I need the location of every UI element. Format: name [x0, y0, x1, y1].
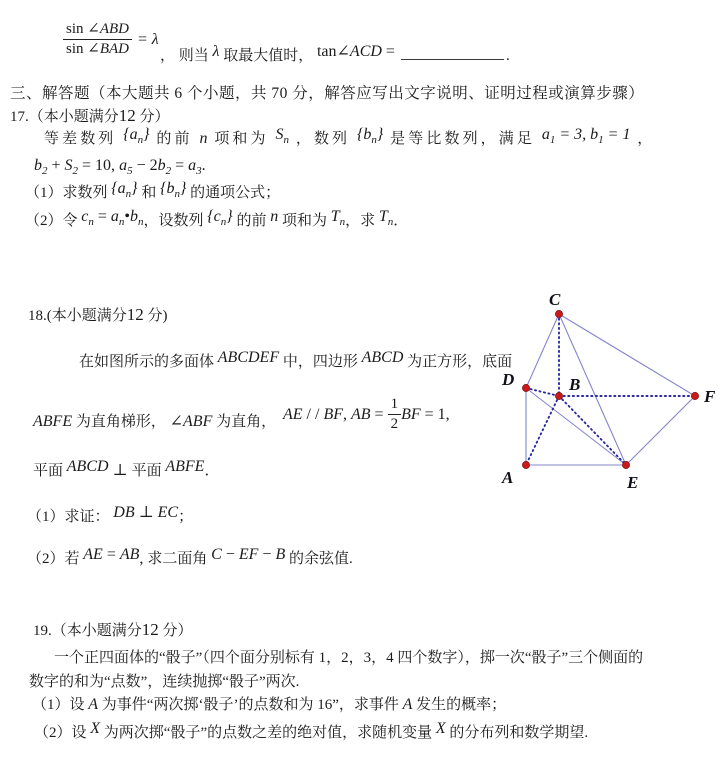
text-run: $\{a_n\}$	[123, 126, 150, 147]
text-run: $\{b_n\}$	[357, 126, 384, 147]
text-run: ∠ABF	[169, 413, 213, 430]
vertex-label-F: F	[704, 387, 716, 406]
vertex-label-C: C	[549, 290, 561, 309]
text-run: （2）令	[25, 213, 82, 229]
text-run: B	[275, 546, 286, 563]
text-run: =	[171, 157, 189, 174]
text-run: ，设数列	[143, 213, 208, 229]
q18-paragraph-line1	[79, 349, 513, 372]
text-run: $\{c_n\}$	[207, 208, 233, 229]
edge-DE	[526, 388, 626, 465]
q18-paragraph-line2	[33, 412, 276, 432]
text-run: A	[402, 696, 413, 713]
text-run: =	[381, 43, 399, 60]
text-run: $S_n$	[275, 126, 289, 147]
text-run: =	[93, 208, 111, 225]
text-run: ABFE	[33, 413, 73, 430]
text-run: 是等比数列，满足	[383, 131, 542, 147]
vertex-dot-A	[522, 461, 529, 468]
text-run: ， 则当	[160, 48, 213, 64]
text-run: n	[270, 208, 279, 225]
text-run: 的分布列和数学期望.	[445, 725, 589, 741]
angle-abd: ∠ABD	[87, 21, 129, 37]
edge-EF	[626, 396, 695, 465]
edge-BA-hidden	[526, 396, 559, 465]
text-run: ABCD	[66, 458, 109, 475]
text-run: 项和为	[278, 213, 331, 229]
text-run: ABFE	[165, 458, 205, 475]
text-run: 12	[141, 620, 159, 639]
polyhedron-figure	[486, 285, 723, 503]
text-run: ⊥	[134, 504, 158, 521]
vertex-label-A: A	[502, 468, 514, 487]
text-run: 平面	[131, 463, 166, 479]
text-run: ABCDEF	[217, 349, 280, 366]
text-run: 中，四边形	[279, 354, 362, 370]
text-run: BF	[323, 405, 343, 423]
text-run: ,	[139, 550, 148, 567]
text-run: $T_n$	[330, 208, 346, 229]
fraction	[63, 21, 132, 59]
text-run: ，数列	[289, 131, 358, 147]
q19-paragraph-line1: 一个正四面体的“骰子”（四个面分别标有 1，2，3，4 四个数字），掷一次“骰子”三个侧面的	[54, 650, 644, 666]
text-run: EF	[238, 546, 259, 563]
text-run: ,	[342, 405, 351, 423]
text-run: −	[258, 546, 276, 563]
text-run: AB	[119, 546, 140, 563]
equals-lambda: = λ	[137, 30, 159, 48]
text-run: n	[199, 130, 208, 147]
text-run: +	[47, 157, 65, 174]
text-run: $b_1 = 1$	[590, 126, 631, 147]
sin-label: sin	[66, 41, 88, 58]
text-run: tan	[316, 43, 337, 60]
text-run: / /	[302, 405, 324, 423]
fraction-denominator	[66, 40, 129, 58]
text-run: （1）求数列	[25, 185, 112, 201]
q17-paragraph-line1	[44, 126, 656, 149]
text-run: $c_n$	[81, 208, 94, 229]
text-run: （2）设	[34, 725, 91, 741]
text-run: 分）	[158, 623, 193, 639]
text-run: 取最大值时，	[219, 48, 317, 64]
q19-item1	[32, 695, 506, 715]
q19-heading	[33, 619, 193, 641]
text-run: $b_2$	[34, 157, 48, 178]
text-run: $b_2$	[157, 157, 172, 178]
text-run: = 10,	[78, 157, 120, 174]
text-run: 12	[126, 305, 144, 324]
section-heading: 三、解答题（本大题共 6 个小题，共 70 分，解答应写出文字说明、证明过程或演算步骤）	[10, 85, 645, 102]
text-run: X	[435, 720, 446, 737]
vertex-dot-E	[622, 461, 629, 468]
text-run: 的余弦值.	[285, 551, 353, 567]
text-run: ．	[393, 213, 409, 229]
edge-CD	[526, 314, 559, 388]
text-run: 为事件“两次掷‘骰子’的点数和为 16”，求事件	[98, 697, 403, 713]
text-run: 18.(本小题满分	[28, 308, 127, 324]
text-run: 平面	[33, 463, 67, 479]
math-pre	[283, 406, 388, 424]
text-run: （2）若	[27, 551, 84, 567]
text-run: 12	[118, 106, 136, 125]
text-run: 等差数列	[44, 131, 124, 147]
text-run: 求二面角	[147, 551, 212, 567]
fraction-half	[388, 396, 402, 434]
text-run: DB	[113, 504, 135, 521]
text-run: 在如图所示的多面体	[79, 354, 218, 370]
text-run: 的前	[232, 213, 271, 229]
vertex-label-E: E	[627, 473, 639, 492]
text-run: C	[211, 546, 222, 563]
text-run: 为两次掷“骰子”的点数之差的绝对值，求随机变量	[100, 725, 436, 741]
text-run: （1）求证：	[27, 509, 114, 525]
vertex-dot-C	[555, 310, 562, 317]
text-run: =	[370, 405, 388, 423]
q17-item1	[25, 180, 281, 203]
text-run: −	[221, 546, 239, 563]
text-run: 项和为	[207, 131, 276, 147]
text-run: $b_n$	[130, 208, 144, 229]
text-run: $a_3$	[188, 157, 202, 178]
q17-heading	[10, 105, 170, 127]
text-run: AB	[350, 405, 371, 423]
text-run: 为正方形，底面	[403, 354, 513, 370]
text-run: $a_1 = 3$,	[541, 126, 591, 147]
text-run: 的前	[149, 131, 200, 147]
text-run: $T_n$	[378, 208, 394, 229]
text-run: 为直角梯形，	[72, 414, 170, 430]
text-run: 17.（本小题满分	[10, 109, 119, 125]
q18-paragraph-line3	[33, 458, 220, 481]
text-run: $a_n$	[110, 208, 125, 229]
q18-math-expression	[283, 396, 450, 434]
text-run: （1）设	[32, 697, 89, 713]
intro-fraction	[63, 21, 159, 59]
q17-item2	[25, 208, 409, 231]
text-run: AE	[283, 405, 303, 423]
text-run: ，	[630, 131, 656, 147]
sin-label: sin	[66, 21, 88, 37]
vertex-label-B: B	[569, 375, 581, 394]
q17-paragraph-line2	[34, 156, 206, 176]
text-run: λ	[212, 43, 220, 60]
text-run: 19.（本小题满分	[33, 623, 142, 639]
text-run: $\{b_n\}$	[160, 180, 187, 201]
text-run: BF	[401, 405, 421, 423]
edge-BE-hidden	[559, 396, 626, 465]
vertex-label-D: D	[502, 370, 515, 389]
text-run: .	[505, 48, 510, 64]
math-post	[401, 406, 450, 424]
fraction-denominator: 2	[390, 416, 399, 433]
vertex-dot-D	[522, 384, 529, 391]
q18-heading	[28, 304, 168, 326]
text-run: 为直角，	[212, 414, 277, 430]
text-run: ABCD	[361, 349, 404, 366]
text-run: 发生的概率；	[412, 697, 507, 713]
fraction-numerator	[63, 21, 132, 40]
vertex-dot-B	[555, 392, 562, 399]
text-run: $\{a_n\}$	[111, 180, 138, 201]
text-run: ；	[178, 509, 194, 525]
text-run: ，求	[345, 213, 379, 229]
text-run: EC	[157, 504, 179, 521]
text-run: A	[88, 696, 99, 713]
text-run: $S_2$	[64, 157, 79, 178]
text-run: AE	[83, 546, 103, 563]
text-run: 和	[137, 185, 161, 201]
q18-item1	[27, 504, 194, 527]
text-run: 的通项公式；	[186, 185, 281, 201]
text-run: 分)	[143, 308, 168, 324]
q18-item2	[27, 546, 353, 569]
intro-rest-line	[160, 43, 510, 66]
text-run: =	[102, 546, 120, 563]
answer-blank	[401, 46, 504, 60]
text-run: •	[124, 208, 131, 225]
text-run: − 2	[132, 157, 158, 174]
text-run: X	[90, 720, 101, 737]
text-run: ∠ACD	[336, 43, 382, 60]
vertex-dot-F	[691, 392, 698, 399]
text-run: ⊥	[108, 462, 132, 479]
text-run: $a_5$	[119, 157, 133, 178]
text-run: 分）	[135, 109, 170, 125]
fraction-numerator: 1	[388, 396, 402, 415]
q19-item2	[34, 720, 589, 743]
text-run: .	[201, 157, 206, 174]
q19-paragraph-line2: 数字的和为“点数”，连续抛掷“骰子”两次.	[29, 674, 300, 690]
text-run: = 1,	[420, 405, 450, 423]
text-run: ．	[204, 463, 220, 479]
angle-bad: ∠BAD	[87, 41, 129, 58]
